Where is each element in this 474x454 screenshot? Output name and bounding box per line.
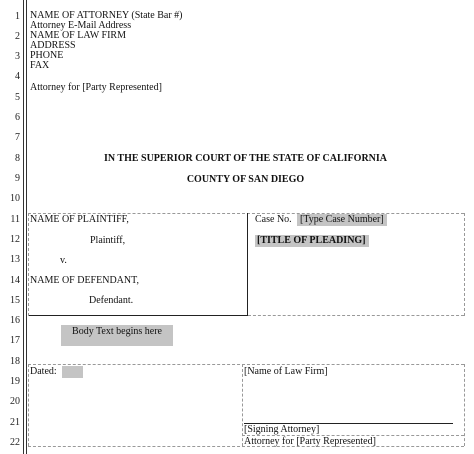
pleading-title-field[interactable]: [TITLE OF PLEADING] [255,235,369,247]
attorney-for: Attorney for [Party Represented] [30,82,162,93]
left-margin-rule [23,0,24,454]
line-number: 11 [10,214,20,225]
line-number: 12 [10,234,20,245]
caption-bottom-border-right [248,315,464,316]
line-number: 7 [15,132,20,143]
line-number: 9 [15,173,20,184]
line-number: 3 [15,51,20,62]
dated-label: Dated: [30,366,57,377]
firm-phone: PHONE [30,50,64,61]
line-number: 17 [10,335,20,346]
line-number: 6 [15,112,20,123]
line-number: 13 [10,254,20,265]
line-number: 2 [15,31,20,42]
law-firm-name: NAME OF LAW FIRM [30,30,126,41]
versus: v. [60,255,67,266]
line-number: 20 [10,396,20,407]
signature-divider [242,364,243,446]
case-no-label: Case No. [255,214,292,225]
line-number: 21 [10,417,20,428]
line-number: 1 [15,11,20,22]
caption-bottom-border-left [28,315,248,316]
caption-left-border [28,213,29,316]
signature-right-border [464,364,465,446]
line-number: 19 [10,376,20,387]
attorney-name: NAME OF ATTORNEY (State Bar #) [30,10,183,21]
signature-attorney-for: Attorney for [Party Represented] [244,436,376,447]
left-margin-rule-inner [26,0,27,454]
line-number: 22 [10,437,20,448]
caption-divider [247,213,248,316]
line-number: 4 [15,71,20,82]
defendant-name: NAME OF DEFENDANT, [30,275,139,286]
defendant-role: Defendant. [89,295,134,306]
line-number: 10 [10,193,20,204]
signature-top-border [28,364,464,365]
attorney-email: Attorney E-Mail Address [30,20,132,31]
plaintiff-role: Plaintiff, [90,235,126,246]
body-text-field[interactable]: Body Text begins here [61,325,173,346]
line-number: 14 [10,275,20,286]
firm-name-placeholder: [Name of Law Firm] [244,366,328,377]
line-number: 15 [10,295,20,306]
line-number: 18 [10,356,20,367]
court-county: COUNTY OF SAN DIEGO [186,174,305,185]
case-number-field[interactable]: [Type Case Number] [297,214,387,226]
court-title: IN THE SUPERIOR COURT OF THE STATE OF CALIFORNIA [103,153,388,164]
plaintiff-name: NAME OF PLAINTIFF, [30,214,129,225]
signature-left-border [28,364,29,446]
firm-fax: FAX [30,60,50,71]
line-number: 16 [10,315,20,326]
signing-attorney-placeholder: [Signing Attorney] [244,424,320,435]
firm-address: ADDRESS [30,40,76,51]
line-number: 8 [15,153,20,164]
date-field[interactable] [62,366,83,378]
line-number: 5 [15,92,20,103]
caption-right-border [464,213,465,316]
